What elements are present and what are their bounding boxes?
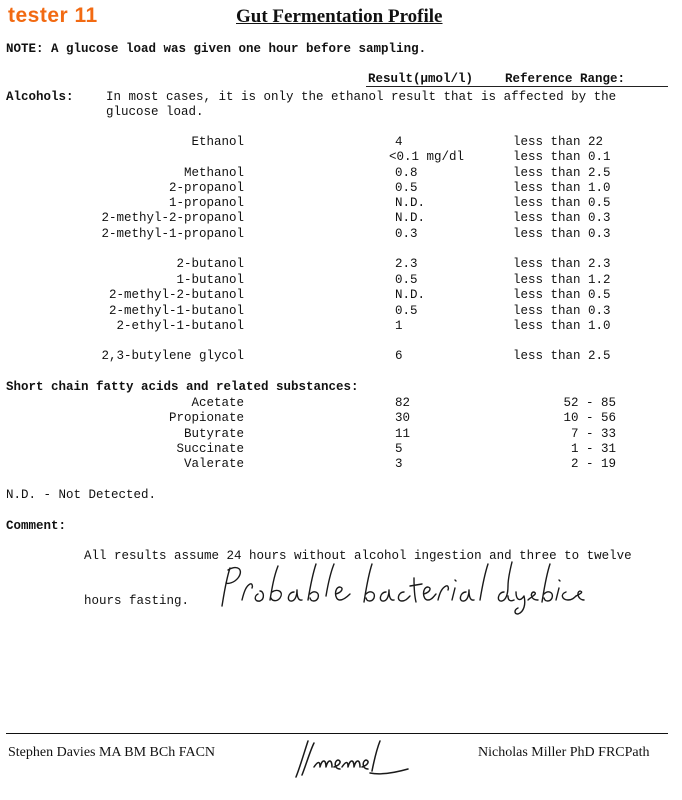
- result-column-header: Result(µmol/l): [368, 72, 474, 86]
- analyte-result: 11: [395, 427, 411, 441]
- comment-line1: All results assume 24 hours without alcohol ingestion and three to twelve: [84, 549, 632, 563]
- analyte-reference: less than 0.1: [513, 150, 611, 164]
- handwritten-signature: [290, 737, 410, 783]
- analyte-result: 6: [395, 349, 403, 363]
- analyte-result: 0.5: [395, 304, 418, 318]
- analyte-result: 4: [395, 135, 403, 149]
- analyte-reference: 52 - 85: [563, 396, 616, 410]
- analyte-reference: 1 - 31: [570, 442, 616, 456]
- analyte-name: Acetate: [191, 396, 244, 410]
- analyte-reference: less than 0.3: [513, 227, 611, 241]
- analyte-reference: less than 1.0: [513, 319, 611, 333]
- analyte-result: 1: [395, 319, 403, 333]
- analyte-name: 2-methyl-2-propanol: [101, 211, 244, 225]
- analyte-reference: less than 0.3: [513, 211, 611, 225]
- analyte-name: Ethanol: [191, 135, 244, 149]
- analyte-result: N.D.: [395, 211, 426, 225]
- analyte-result: 0.5: [395, 273, 418, 287]
- analyte-result: 2.3: [395, 257, 418, 271]
- analyte-name: Succinate: [176, 442, 244, 456]
- analyte-name: 1-butanol: [176, 273, 244, 287]
- analyte-name: Propionate: [168, 411, 244, 425]
- nd-footnote: N.D. - Not Detected.: [6, 488, 157, 502]
- analyte-result: 5: [395, 442, 403, 456]
- analyte-reference: less than 0.5: [513, 288, 611, 302]
- analyte-result: N.D.: [395, 288, 426, 302]
- alcohols-intro-line1: In most cases, it is only the ethanol result that is affected by the: [106, 90, 617, 104]
- analyte-name: Methanol: [183, 166, 244, 180]
- signature-rule: [6, 733, 668, 734]
- alcohols-label: Alcohols:: [6, 90, 74, 104]
- analyte-name: 2-butanol: [176, 257, 244, 271]
- analyte-result: 30: [395, 411, 411, 425]
- comment-line2: hours fasting.: [84, 594, 190, 608]
- analyte-reference: 10 - 56: [563, 411, 616, 425]
- alcohols-intro: [106, 90, 616, 120]
- analyte-result: 82: [395, 396, 411, 410]
- analyte-name: 2-methyl-1-propanol: [101, 227, 244, 241]
- signatory-left: Stephen Davies MA BM BCh FACN: [8, 745, 216, 760]
- comment-label: Comment:: [6, 519, 67, 533]
- analyte-reference: less than 0.5: [513, 196, 611, 210]
- analyte-name: 2-methyl-1-butanol: [108, 304, 244, 318]
- analyte-reference: less than 1.0: [513, 181, 611, 195]
- signatory-right: Nicholas Miller PhD FRCPath: [478, 745, 650, 760]
- analyte-name: 2,3-butylene glycol: [101, 349, 244, 363]
- analyte-reference: less than 2.5: [513, 166, 611, 180]
- reference-column-header: Reference Range:: [505, 72, 626, 86]
- analyte-reference: less than 1.2: [513, 273, 611, 287]
- analyte-reference: 7 - 33: [570, 427, 616, 441]
- analyte-reference: 2 - 19: [570, 457, 616, 471]
- analyte-reference: less than 2.3: [513, 257, 611, 271]
- analyte-result: 0.5: [395, 181, 418, 195]
- analyte-result: N.D.: [395, 196, 426, 210]
- analyte-reference: less than 2.5: [513, 349, 611, 363]
- tester-label: tester 11: [8, 4, 98, 27]
- analyte-name: 1-propanol: [168, 196, 244, 210]
- analyte-reference: less than 22: [513, 135, 604, 149]
- analyte-reference: less than 0.3: [513, 304, 611, 318]
- column-header-rule: [366, 86, 668, 87]
- analyte-name: Butyrate: [183, 427, 244, 441]
- analyte-result: 3: [395, 457, 403, 471]
- analyte-name: 2-methyl-2-butanol: [108, 288, 244, 302]
- scfa-label: Short chain fatty acids and related substances:: [6, 380, 359, 394]
- sampling-note: NOTE: A glucose load was given one hour before sampling.: [6, 42, 427, 56]
- analyte-name: Valerate: [183, 457, 244, 471]
- analyte-result: 0.8: [395, 166, 418, 180]
- analyte-result: 0.3: [395, 227, 418, 241]
- alcohols-intro-line2: glucose load.: [106, 105, 204, 119]
- analyte-name: 2-propanol: [168, 181, 244, 195]
- analyte-result: <0.1 mg/dl: [389, 150, 465, 164]
- page-title: Gut Fermentation Profile: [236, 6, 443, 27]
- analyte-name: 2-ethyl-1-butanol: [116, 319, 244, 333]
- handwritten-note: [208, 556, 588, 616]
